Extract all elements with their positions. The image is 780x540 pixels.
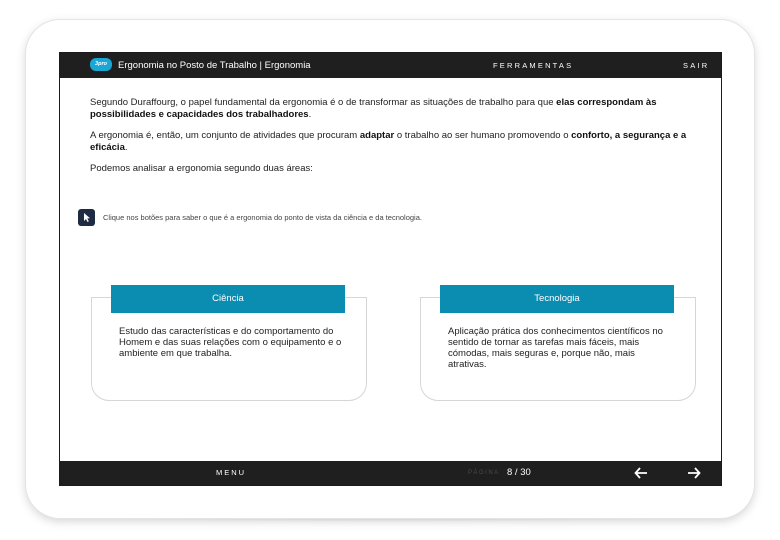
technology-description: Aplicação prática dos conhecimentos científicos no sentido de tornar as tarefas mais fáceis, mais cómodas, mais seguras e, porque não, mais atrativas. <box>448 326 663 370</box>
exit-button[interactable]: SAIR <box>683 61 710 70</box>
arrow-left-icon[interactable] <box>634 461 648 485</box>
arrow-right-icon[interactable] <box>687 461 701 485</box>
bottom-bar <box>60 461 721 485</box>
menu-button[interactable]: MENU <box>216 468 247 477</box>
paragraph-emphasis: adaptar <box>359 130 395 141</box>
cursor-pointer-icon <box>78 209 95 226</box>
paragraph-areas: Podemos analisar a ergonomia segundo duas áreas: <box>90 163 313 174</box>
paragraph-text: A ergonomia é, então, um conjunto de atividades que procuram <box>90 130 360 141</box>
brand-logo: 3pro <box>90 58 112 71</box>
technology-button[interactable]: Tecnologia <box>440 285 674 313</box>
paragraph-emphasis: conforto, a segurança e a eficácia <box>90 130 687 153</box>
paragraph-definition <box>90 97 700 121</box>
top-bar <box>60 53 721 78</box>
paragraph-adaptation <box>90 130 700 154</box>
instruction-text: Clique nos botões para saber o que é a ergonomia do ponto de vista da ciência e da tecnologia. <box>103 213 422 222</box>
science-description: Estudo das características e do comportamento do Homem e das suas relações com o equipamento e o ambiente em que trabalha. <box>119 326 342 359</box>
science-button[interactable]: Ciência <box>111 285 345 313</box>
paragraph-emphasis: elas correspondam às possibilidades e capacidades dos trabalhadores <box>90 97 657 120</box>
science-card <box>91 293 367 401</box>
page-label: PÁGINA <box>468 470 500 476</box>
course-title: Ergonomia no Posto de Trabalho | Ergonomia <box>118 60 311 71</box>
page-counter: 8 / 30 <box>507 467 531 478</box>
tools-button[interactable]: FERRAMENTAS <box>493 61 574 70</box>
paragraph-text: Segundo Duraffourg, o papel fundamental da ergonomia é o de transformar as situações de trabalho para que <box>90 97 557 108</box>
lesson-content <box>90 97 700 184</box>
paragraph-text: . <box>308 109 312 120</box>
paragraph-text: o trabalho ao ser humano promovendo o <box>394 130 572 141</box>
paragraph-text: . <box>124 142 128 153</box>
technology-card <box>420 293 696 401</box>
course-screen <box>59 52 722 486</box>
